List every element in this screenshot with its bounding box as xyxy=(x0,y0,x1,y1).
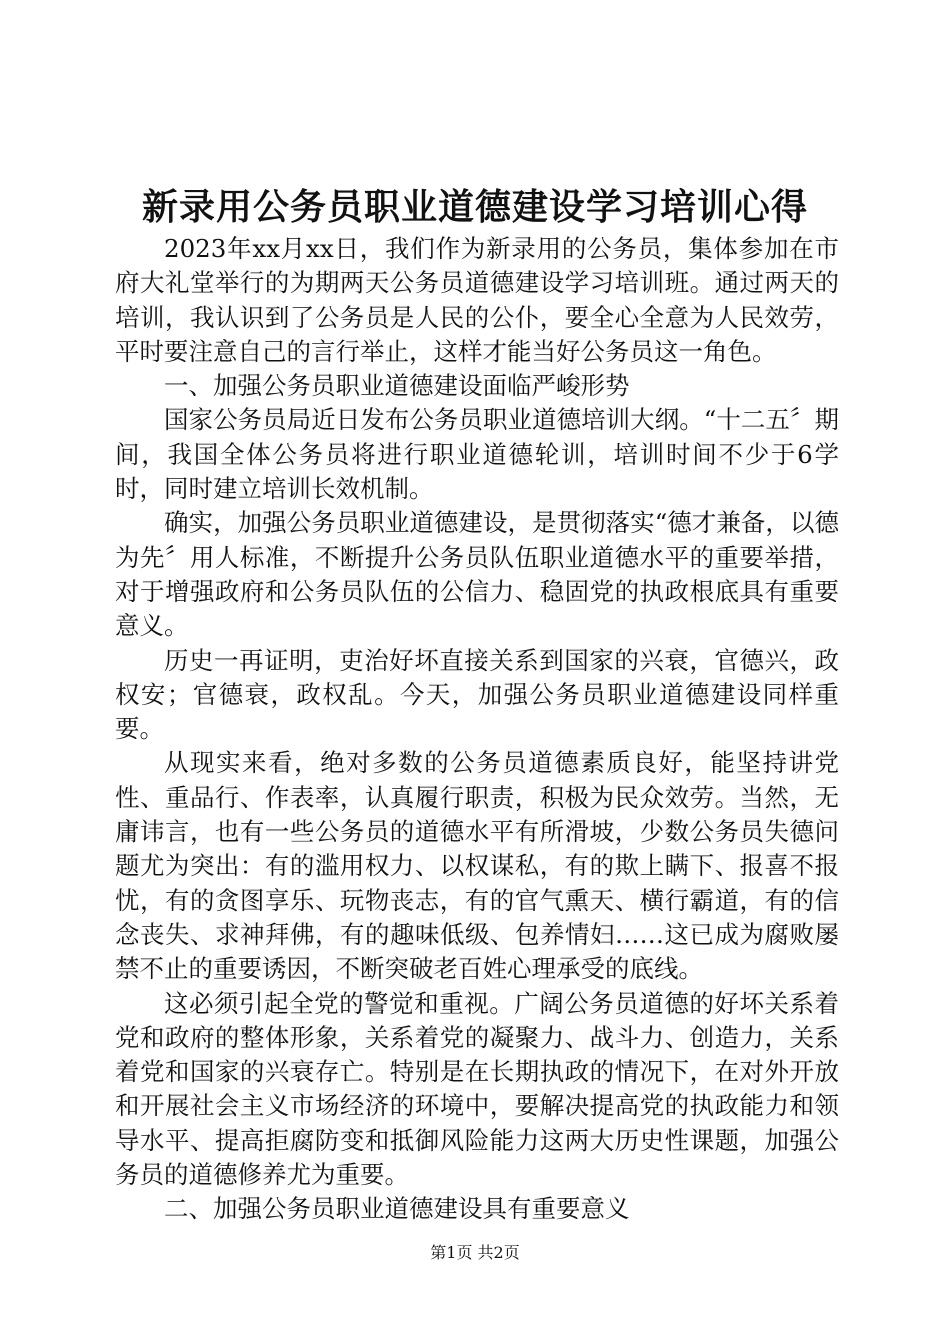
paragraph: 这必须引起全党的警觉和重视。广阔公务员道德的好坏关系着党和政府的整体形象，关系着党的凝聚力、战斗力、创造力，关系着党和国家的兴衰存亡。特别是在长期执政的情况下，在对外开放和开展社会主义市场经济的环境中，要解决提高党的执政能力和领导水平、提高拒腐防变和抵御风险能力这两大历史性课题，加强公务员的道德修养尤为重要。 xyxy=(115,988,839,1190)
paragraph: 确实，加强公务员职业道德建设，是贯彻落实“德才兼备，以德为先〞用人标准，不断提升公务员队伍职业道德水平的重要举措，对于增强政府和公务员队伍的公信力、稳固党的执政根底具有重要意义。 xyxy=(115,508,839,641)
paragraph-intro: 2023年xx月xx日，我们作为新录用的公务员，集体参加在市府大礼堂举行的为期两天公务员道德建设学习培训班。通过两天的培训，我认识到了公务员是人民的公仆，要全心全意为人民效劳，平时要注意自己的言行举止，这样才能当好公务员这一角色。 xyxy=(115,234,839,366)
paragraph: 国家公务员局近日发布公务员职业道德培训大纲。“十二五〞期间，我国全体公务员将进行职业道德轮训，培训时间不少于6学时，同时建立培训长效机制。 xyxy=(115,405,839,504)
page-footer: 第1页 共2页 xyxy=(430,1243,520,1262)
document-title: 新录用公务员职业道德建设学习培训心得 xyxy=(141,187,808,228)
section-heading-2: 二、加强公务员职业道德建设具有重要意义 xyxy=(164,1194,630,1224)
section-heading-1: 一、加强公务员职业道德建设面临严峻形势 xyxy=(164,371,630,401)
paragraph: 历史一再证明，吏治好坏直接关系到国家的兴衰，官德兴，政权安；官德衰，政权乱。今天，加强公务员职业道德建设同样重要。 xyxy=(115,645,839,744)
document-body xyxy=(115,232,839,1227)
paragraph: 从现实来看，绝对多数的公务员道德素质良好，能坚持讲党性、重品行、作表率，认真履行职责，积极为民众效劳。当然，无庸讳言，也有一些公务员的道德水平有所滑坡，少数公务员失德问题尤为突出：有的滥用权力、以权谋私，有的欺上瞒下、报喜不报忧，有的贪图享乐、玩物丧志，有的官气熏天、横行霸道，有的信念丧失、求神拜佛，有的趣味低级、包养情妇……这已成为腐败屡禁不止的重要诱因，不断突破老百姓心理承受的底线。 xyxy=(115,748,839,984)
